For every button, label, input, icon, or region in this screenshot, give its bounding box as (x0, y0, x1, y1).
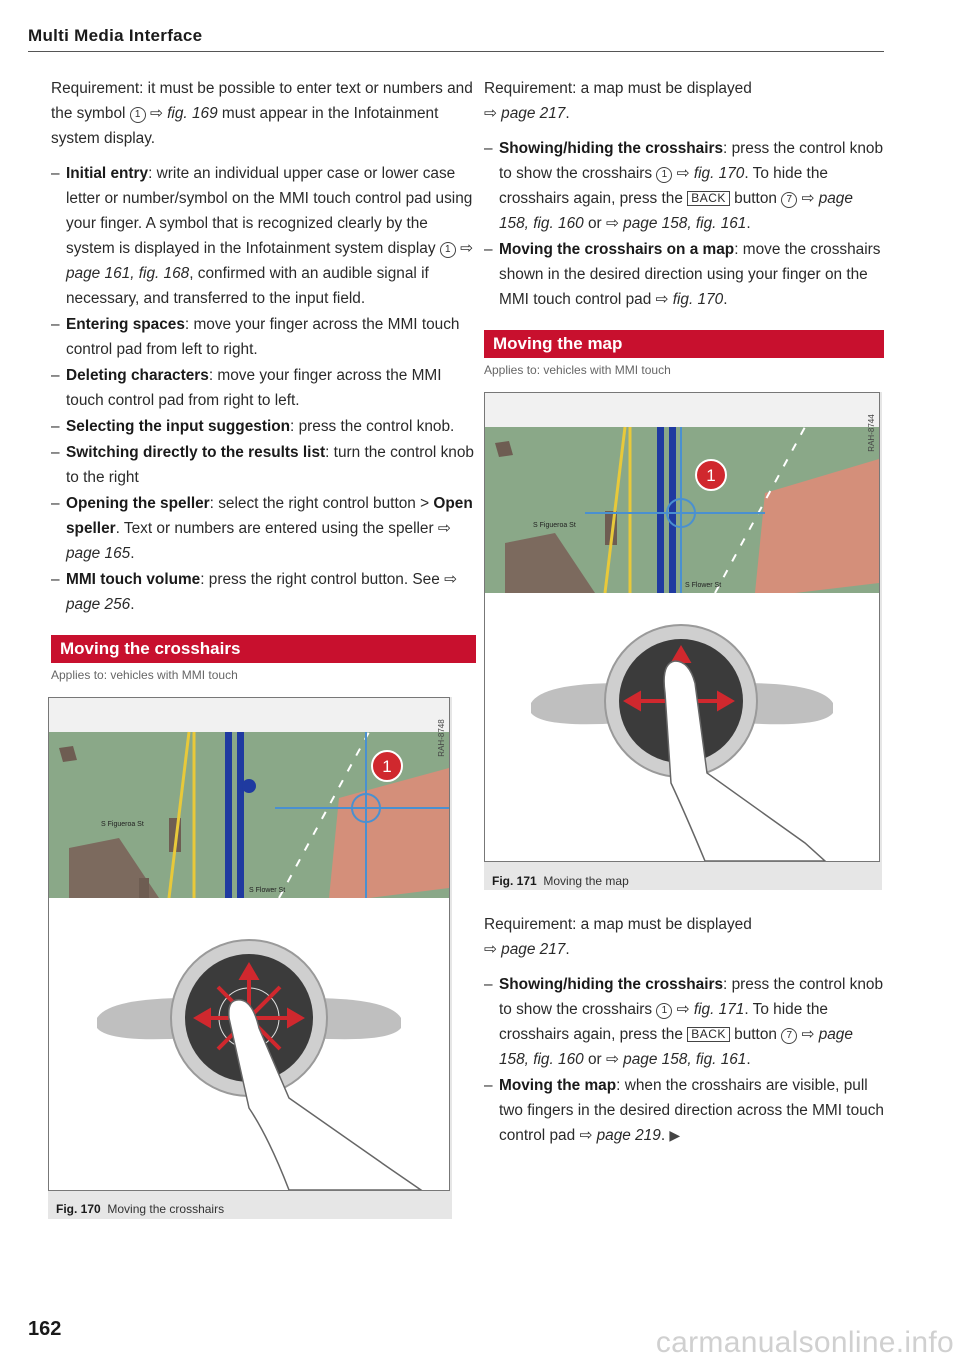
callout-1-icon: 1 (656, 167, 672, 183)
page-link[interactable]: page 158, fig. 160 (499, 1026, 853, 1068)
map-move-illustration (485, 393, 879, 861)
steps-list (484, 972, 884, 1148)
callout-1-badge: 1 (706, 466, 716, 485)
step-item: – Moving the map: when the crosshairs are visible, pull two fingers in the desired direction across the MMI touch control pad ⇨ page 219. ▶ (484, 1073, 884, 1148)
callout-1-icon: 1 (130, 107, 146, 123)
figure-170 (48, 697, 452, 1219)
figure-171 (484, 392, 882, 890)
left-column (51, 76, 476, 1219)
step-item: – Entering spaces: move your finger across the MMI touch control pad from left to right. (51, 312, 476, 362)
callout-1-icon: 1 (440, 242, 456, 258)
step-item: – Opening the speller: select the right control button > Open speller. Text or numbers are entered using the speller ⇨ page 165. (51, 491, 476, 566)
street-label: S Flower St (249, 887, 286, 894)
figure-code: RAH-8744 (867, 414, 876, 452)
requirement-paragraph: Requirement: a map must be displayed ⇨ page 217. (484, 80, 752, 122)
step-item: – Switching directly to the results list: turn the control knob to the right (51, 440, 476, 490)
page-link[interactable]: page 217 (501, 941, 566, 958)
requirement-paragraph: Requirement: a map must be displayed ⇨ page 217. (484, 916, 752, 958)
page-link[interactable]: page 217 (501, 105, 566, 122)
step-item: – MMI touch volume: press the right control button. See ⇨ page 256. (51, 567, 476, 617)
figure-171-caption: Fig. 171 Moving the map (492, 874, 629, 888)
step-item: – Moving the crosshairs on a map: move the crosshairs shown in the desired direction using your finger on the MMI touch control pad ⇨ fig. 170. (484, 237, 884, 312)
callout-1-icon: 1 (656, 1003, 672, 1019)
street-label: S Figueroa St (533, 522, 576, 529)
figure-code: RAH-8748 (437, 719, 446, 757)
back-key-icon: BACK (687, 191, 730, 206)
fig-link[interactable]: fig. 171 (693, 1001, 745, 1018)
fig-link[interactable]: fig. 170 (693, 165, 745, 182)
street-label: S Figueroa St (101, 821, 144, 828)
applies-to-note: Applies to: vehicles with MMI touch (484, 363, 671, 377)
step-item: – Showing/hiding the crosshairs: press the control knob to show the crosshairs 1 ⇨ fig. 170. To hide the crosshairs again, press the BACK button 7 ⇨ page 158, fig. 160 or ⇨ page 158, fig. 161. (484, 136, 884, 236)
section-heading-map: Moving the map (484, 330, 884, 358)
page-link[interactable]: page 158, fig. 161 (623, 1051, 747, 1068)
crosshairs-illustration (49, 698, 449, 1190)
page-link[interactable]: page 158, fig. 161 (623, 215, 747, 232)
steps-list (51, 161, 476, 617)
page-link[interactable]: page 161, fig. 168 (66, 265, 190, 282)
step-item: – Selecting the input suggestion: press the control knob. (51, 414, 476, 439)
step-item: – Initial entry: write an individual upper case or lower case letter or number/symbol on the MMI touch control pad using your finger. A symbol that is recognized clearly by the system is displayed in the Infotainment system display 1 ⇨ page 161, fig. 168, confirmed with an audible signal if necessary, and transferred to the input field. (51, 161, 476, 311)
fig-link[interactable]: fig. 169 (167, 105, 218, 122)
street-label: S Flower St (685, 582, 722, 589)
step-item: – Deleting characters: move your finger across the MMI touch control pad from right to left. (51, 363, 476, 413)
page-link[interactable]: page 219 (596, 1127, 661, 1144)
page-link[interactable]: page 256 (66, 596, 131, 613)
page-header-title: Multi Media Interface (28, 26, 203, 45)
figure-170-caption: Fig. 170 Moving the crosshairs (56, 1202, 225, 1216)
figure-171-illustration (484, 392, 880, 862)
steps-list (484, 136, 884, 312)
right-column (484, 76, 884, 1149)
callout-1-badge: 1 (382, 757, 392, 776)
applies-to-note: Applies to: vehicles with MMI touch (51, 668, 238, 682)
callout-7-icon: 7 (781, 1028, 797, 1044)
callout-7-icon: 7 (781, 192, 797, 208)
fig-link[interactable]: fig. 170 (672, 291, 724, 308)
header-rule (28, 51, 884, 52)
back-key-icon: BACK (687, 1027, 730, 1042)
section-heading-crosshairs: Moving the crosshairs (51, 635, 476, 663)
footer-watermark: carmanualsonline.info (655, 1326, 954, 1359)
page-number: 162 (28, 1318, 62, 1340)
page-link[interactable]: page 158, fig. 160 (499, 190, 853, 232)
intro-paragraph: Requirement: it must be possible to enter text or numbers and the symbol 1 ⇨ fig. 169 must appear in the Infotainment system display. (51, 80, 473, 147)
continue-arrow-icon: ▶ (669, 1127, 681, 1143)
page-link[interactable]: page 165 (66, 545, 131, 562)
figure-170-illustration (48, 697, 450, 1191)
step-item: – Showing/hiding the crosshairs: press the control knob to show the crosshairs 1 ⇨ fig. 171. To hide the crosshairs again, press the BACK button 7 ⇨ page 158, fig. 160 or ⇨ page 158, fig. 161. (484, 972, 884, 1072)
